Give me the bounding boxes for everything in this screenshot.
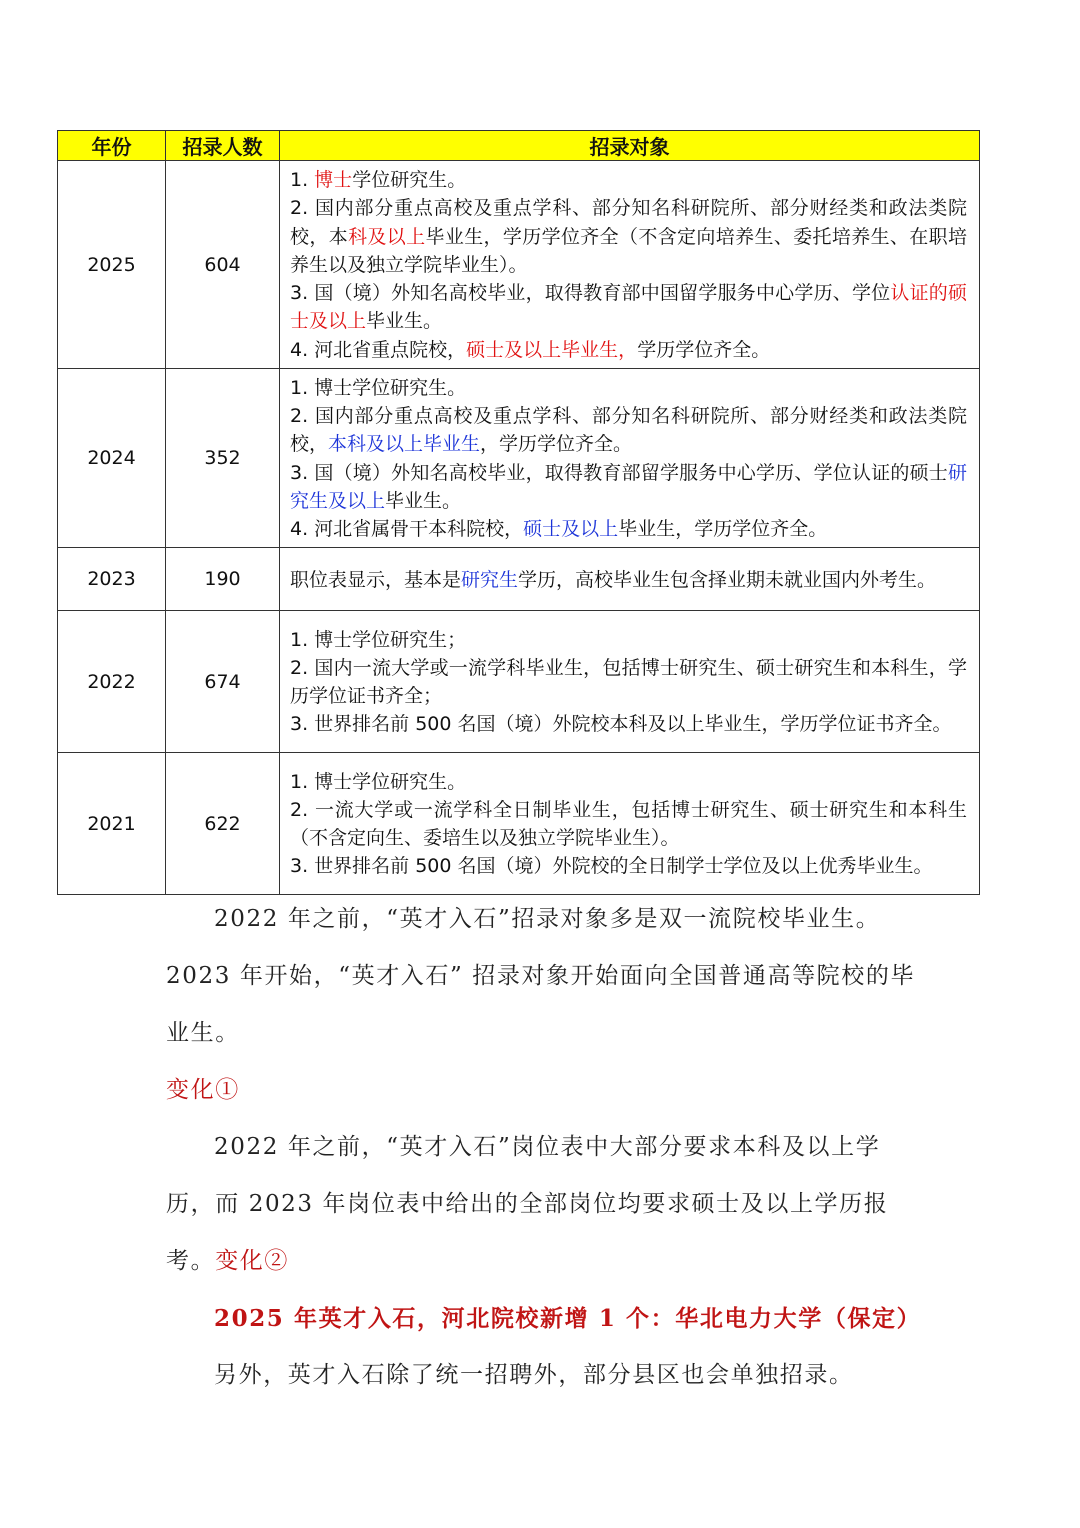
item-text: 学历学位齐全。 bbox=[637, 338, 771, 361]
target-item bbox=[290, 279, 967, 335]
paragraph-text: 另外，英才入石除了统一招聘外，部分县区也会单独招录。 bbox=[214, 1362, 854, 1388]
item-text: 毕业生，学历学位齐全（不含定向培养生、委托培养生、在职培养生以及独立学院毕业生）。 bbox=[290, 225, 967, 276]
count-cell: 352 bbox=[166, 369, 280, 548]
item-text: 职位表显示，基本是 bbox=[290, 568, 462, 591]
highlight-text: 硕士及以上毕业生， bbox=[466, 338, 638, 361]
change-marker-2: 变化② bbox=[215, 1248, 290, 1274]
count-cell: 674 bbox=[166, 611, 280, 753]
item-text: 学位研究生。 bbox=[352, 169, 467, 192]
target-item bbox=[290, 654, 967, 710]
table-row bbox=[58, 753, 980, 895]
item-text: 2. 一流大学或一流学科全日制毕业生，包括博士研究生、硕士研究生和本科生（不含定向生、委培生以及独立学院毕业生）。 bbox=[290, 799, 967, 850]
item-text: 2. 国内一流大学或一流学科毕业生，包括博士研究生、硕士研究生和本科生，学历学位证书齐全； bbox=[290, 657, 967, 708]
item-text: 学历，高校毕业生包含择业期未就业国内外考生。 bbox=[518, 568, 937, 591]
year-cell: 2025 bbox=[58, 161, 166, 369]
target-item bbox=[290, 852, 967, 880]
prose-section bbox=[166, 891, 922, 1404]
item-text: 毕业生，学历学位齐全。 bbox=[618, 518, 828, 541]
item-text: 1. 博士学位研究生。 bbox=[290, 770, 467, 793]
header-count: 招录人数 bbox=[166, 131, 280, 161]
header-target: 招录对象 bbox=[280, 131, 980, 161]
target-item bbox=[290, 402, 967, 458]
target-cell bbox=[280, 611, 980, 753]
item-text: 3. 国（境）外知名高校毕业，取得教育部留学服务中心学历、学位认证的硕士 bbox=[290, 461, 948, 484]
item-text: 1. 博士学位研究生。 bbox=[290, 377, 467, 399]
target-item bbox=[290, 459, 967, 515]
item-text: 1. 博士学位研究生； bbox=[290, 628, 467, 651]
count-cell: 604 bbox=[166, 161, 280, 369]
paragraph-text: 2022 年之前，“英才入石”岗位表中大部分要求本科及以上学历，而 2023 年岗位表中给出的全部岗位均要求硕士及以上学历报考。 bbox=[166, 1134, 889, 1274]
table-row bbox=[58, 161, 980, 369]
item-text: 3. 世界排名前 500 名国（境）外院校的全日制学士学位及以上优秀毕业生。 bbox=[290, 855, 933, 878]
year-cell: 2022 bbox=[58, 611, 166, 753]
table-row bbox=[58, 611, 980, 753]
table-row bbox=[58, 369, 980, 548]
header-year: 年份 bbox=[58, 131, 166, 161]
target-item bbox=[290, 768, 967, 796]
item-text: 3. 国（境）外知名高校毕业，取得教育部中国留学服务中心学历、学位 bbox=[290, 282, 891, 305]
highlight-text: 研究生及以上 bbox=[290, 461, 967, 512]
item-text: 4. 河北省重点院校， bbox=[290, 338, 467, 361]
highlight-text: 本科及以上毕业生 bbox=[328, 433, 481, 456]
count-cell: 190 bbox=[166, 548, 280, 611]
target-item bbox=[290, 515, 967, 543]
paragraph-county bbox=[166, 1347, 918, 1404]
highlight-text: 研究生 bbox=[461, 568, 519, 591]
table-row bbox=[58, 548, 980, 611]
highlight-text: 科及以上 bbox=[348, 225, 426, 248]
target-item bbox=[290, 710, 967, 738]
change-marker-1: 变化① bbox=[166, 1077, 240, 1103]
paragraph-before-2023 bbox=[166, 891, 918, 1062]
target-item bbox=[290, 796, 967, 852]
target-cell bbox=[280, 369, 980, 548]
target-cell bbox=[280, 753, 980, 895]
recruitment-table bbox=[57, 130, 980, 895]
year-cell: 2021 bbox=[58, 753, 166, 895]
item-text: 毕业生。 bbox=[366, 310, 443, 333]
item-text: 2. 国内部分重点高校及重点学科、部分知名科研院所、部分财经类和政法类院校， bbox=[290, 405, 967, 456]
table-header-row bbox=[58, 131, 980, 161]
year-cell: 2023 bbox=[58, 548, 166, 611]
highlight-text: 硕士及以上 bbox=[523, 518, 619, 541]
target-cell bbox=[280, 161, 980, 369]
paragraph-text: 2022 年之前，“英才入石”招录对象多是双一流院校毕业生。2023 年开始，“英才入石” 招录对象开始面向全国普通高等院校的毕业生。 bbox=[166, 906, 916, 1046]
highlight-text: 博士 bbox=[314, 169, 353, 192]
item-text: 2. 国内部分重点高校及重点学科、部分知名科研院所、部分财经类和政法类院校，本 bbox=[290, 197, 967, 248]
target-item bbox=[290, 194, 967, 279]
target-cell bbox=[280, 548, 980, 611]
item-text: 1. bbox=[290, 169, 315, 192]
highlight-text: 认证的硕士及以上 bbox=[290, 282, 967, 333]
target-item bbox=[290, 166, 967, 194]
item-text: 毕业生。 bbox=[385, 489, 462, 512]
item-text: 4. 河北省属骨干本科院校， bbox=[290, 518, 524, 541]
item-text: ，学历学位齐全。 bbox=[480, 433, 633, 456]
target-item bbox=[290, 336, 967, 364]
target-item bbox=[290, 566, 967, 594]
paragraph-job-table bbox=[166, 1119, 918, 1290]
target-item bbox=[290, 626, 967, 654]
item-text: 3. 世界排名前 500 名国（境）外院校本科及以上毕业生，学历学位证书齐全。 bbox=[290, 713, 952, 736]
headline-2025: 2025 年英才入石，河北院校新增 1 个：华北电力大学（保定） bbox=[214, 1305, 922, 1332]
year-cell: 2024 bbox=[58, 369, 166, 548]
target-item bbox=[290, 374, 967, 402]
count-cell: 622 bbox=[166, 753, 280, 895]
